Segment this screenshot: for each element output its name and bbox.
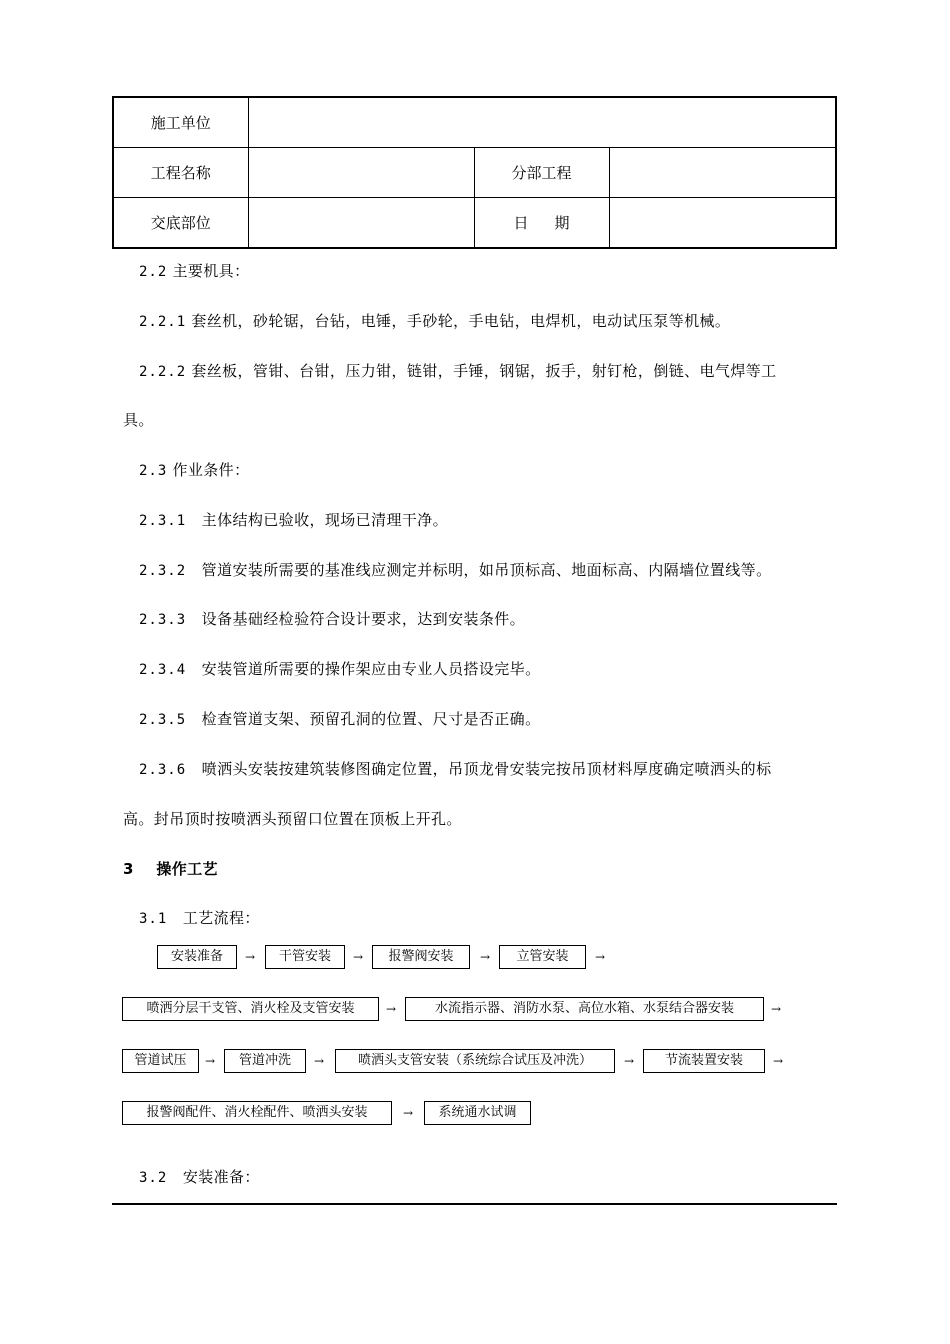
section-number: 2.2 — [139, 264, 168, 280]
flow-arrow: → — [205, 1054, 216, 1068]
section-2-2-2 — [139, 360, 777, 381]
section-number: 3.1 — [139, 911, 168, 927]
section-text: 操作工艺 — [156, 860, 218, 878]
flow-arrow: → — [403, 1106, 414, 1120]
flow-step-4: 立管安装 — [499, 945, 586, 969]
flow-step-1: 安装准备 — [157, 945, 237, 969]
flow-step-7: 管道试压 — [122, 1049, 199, 1073]
header-table — [112, 96, 837, 249]
flow-arrow: → — [245, 950, 256, 964]
section-text: 套丝板，管钳、台钳，压力钳，链钳，手锤，钢锯，扳手，射钉枪，倒链、电气焊等工 — [191, 362, 777, 380]
section-2-3-1 — [139, 509, 448, 530]
flow-arrow: → — [480, 950, 491, 964]
section-text: 作业条件： — [172, 461, 250, 479]
section-2-3-5 — [139, 708, 540, 729]
project-name-field[interactable] — [248, 148, 474, 198]
section-text: 安装管道所需要的操作架应由专业人员搭设完毕。 — [201, 660, 541, 678]
section-text: 套丝机，砂轮锯，台钻，电锤，手砂轮，手电钻，电焊机，电动试压泵等机械。 — [191, 312, 731, 330]
section-3-heading — [123, 858, 218, 879]
section-number: 2.2.2 — [139, 364, 187, 380]
construction-unit-field[interactable] — [248, 97, 836, 148]
section-number: 2.3.4 — [139, 662, 187, 678]
bottom-rule — [112, 1203, 837, 1205]
section-2-3-2 — [139, 559, 771, 580]
flow-arrow: → — [624, 1054, 635, 1068]
section-2-3-6-continued: 高。封吊顶时按喷洒头预留口位置在顶板上开孔。 — [123, 810, 462, 828]
section-number: 2.2.1 — [139, 314, 187, 330]
section-2-3-4 — [139, 658, 540, 679]
section-2-3-6 — [139, 758, 771, 779]
section-number: 2.3 — [139, 463, 168, 479]
flow-step-10: 节流装置安装 — [643, 1049, 765, 1073]
section-text: 设备基础经检验符合设计要求，达到安装条件。 — [201, 610, 526, 628]
section-number: 2.3.1 — [139, 513, 187, 529]
disclosure-part-label: 交底部位 — [113, 198, 248, 249]
flow-step-9: 喷洒头支管安装（系统综合试压及冲洗） — [335, 1049, 615, 1073]
section-text: 管道安装所需要的基准线应测定并标明，如吊顶标高、地面标高、内隔墙位置线等。 — [201, 561, 772, 579]
disclosure-part-field[interactable] — [248, 198, 474, 249]
flow-arrow: → — [314, 1054, 325, 1068]
flow-arrow: → — [771, 1002, 782, 1016]
flow-arrow: → — [353, 950, 364, 964]
section-text: 安装准备： — [182, 1168, 260, 1186]
flow-arrow: → — [595, 950, 606, 964]
section-2-2 — [139, 260, 249, 281]
section-3-2 — [139, 1166, 260, 1187]
flow-step-5: 喷洒分层干支管、消火栓及支管安装 — [122, 997, 379, 1021]
section-2-2-1 — [139, 310, 730, 331]
sub-project-label: 分部工程 — [474, 148, 609, 198]
section-text: 主体结构已验收，现场已清理干净。 — [201, 511, 449, 529]
flow-step-2: 干管安装 — [265, 945, 345, 969]
flow-step-11: 报警阀配件、消火栓配件、喷洒头安装 — [122, 1101, 392, 1125]
section-text: 喷洒头安装按建筑装修图确定位置，吊顶龙骨安装完按吊顶材料厚度确定喷洒头的标 — [201, 760, 772, 778]
section-number: 2.3.3 — [139, 612, 187, 628]
section-number: 3 — [123, 860, 134, 878]
section-text: 工艺流程： — [182, 909, 260, 927]
section-number: 2.3.6 — [139, 762, 187, 778]
flow-step-8: 管道冲洗 — [224, 1049, 306, 1073]
header-row-project — [113, 148, 836, 198]
flow-step-12: 系统通水试调 — [424, 1101, 531, 1125]
project-name-label: 工程名称 — [113, 148, 248, 198]
section-2-2-2-continued: 具。 — [123, 411, 154, 429]
section-number: 2.3.2 — [139, 563, 187, 579]
flow-step-6: 水流指示器、消防水泵、高位水箱、水泵结合器安装 — [405, 997, 764, 1021]
section-text: 主要机具： — [172, 262, 250, 280]
flow-step-3: 报警阀安装 — [372, 945, 470, 969]
section-number: 3.2 — [139, 1170, 168, 1186]
section-number: 2.3.5 — [139, 712, 187, 728]
flow-arrow: → — [386, 1002, 397, 1016]
flow-arrow: → — [773, 1054, 784, 1068]
sub-project-field[interactable] — [609, 148, 836, 198]
header-row-unit — [113, 97, 836, 148]
date-label-cell — [474, 198, 609, 249]
construction-unit-label: 施工单位 — [113, 97, 248, 148]
section-2-3-3 — [139, 608, 525, 629]
date-label: 日期 — [513, 214, 596, 232]
date-field[interactable] — [609, 198, 836, 249]
section-3-1 — [139, 907, 260, 928]
header-row-part — [113, 198, 836, 249]
section-2-3 — [139, 459, 249, 480]
section-text: 检查管道支架、预留孔洞的位置、尺寸是否正确。 — [201, 710, 541, 728]
